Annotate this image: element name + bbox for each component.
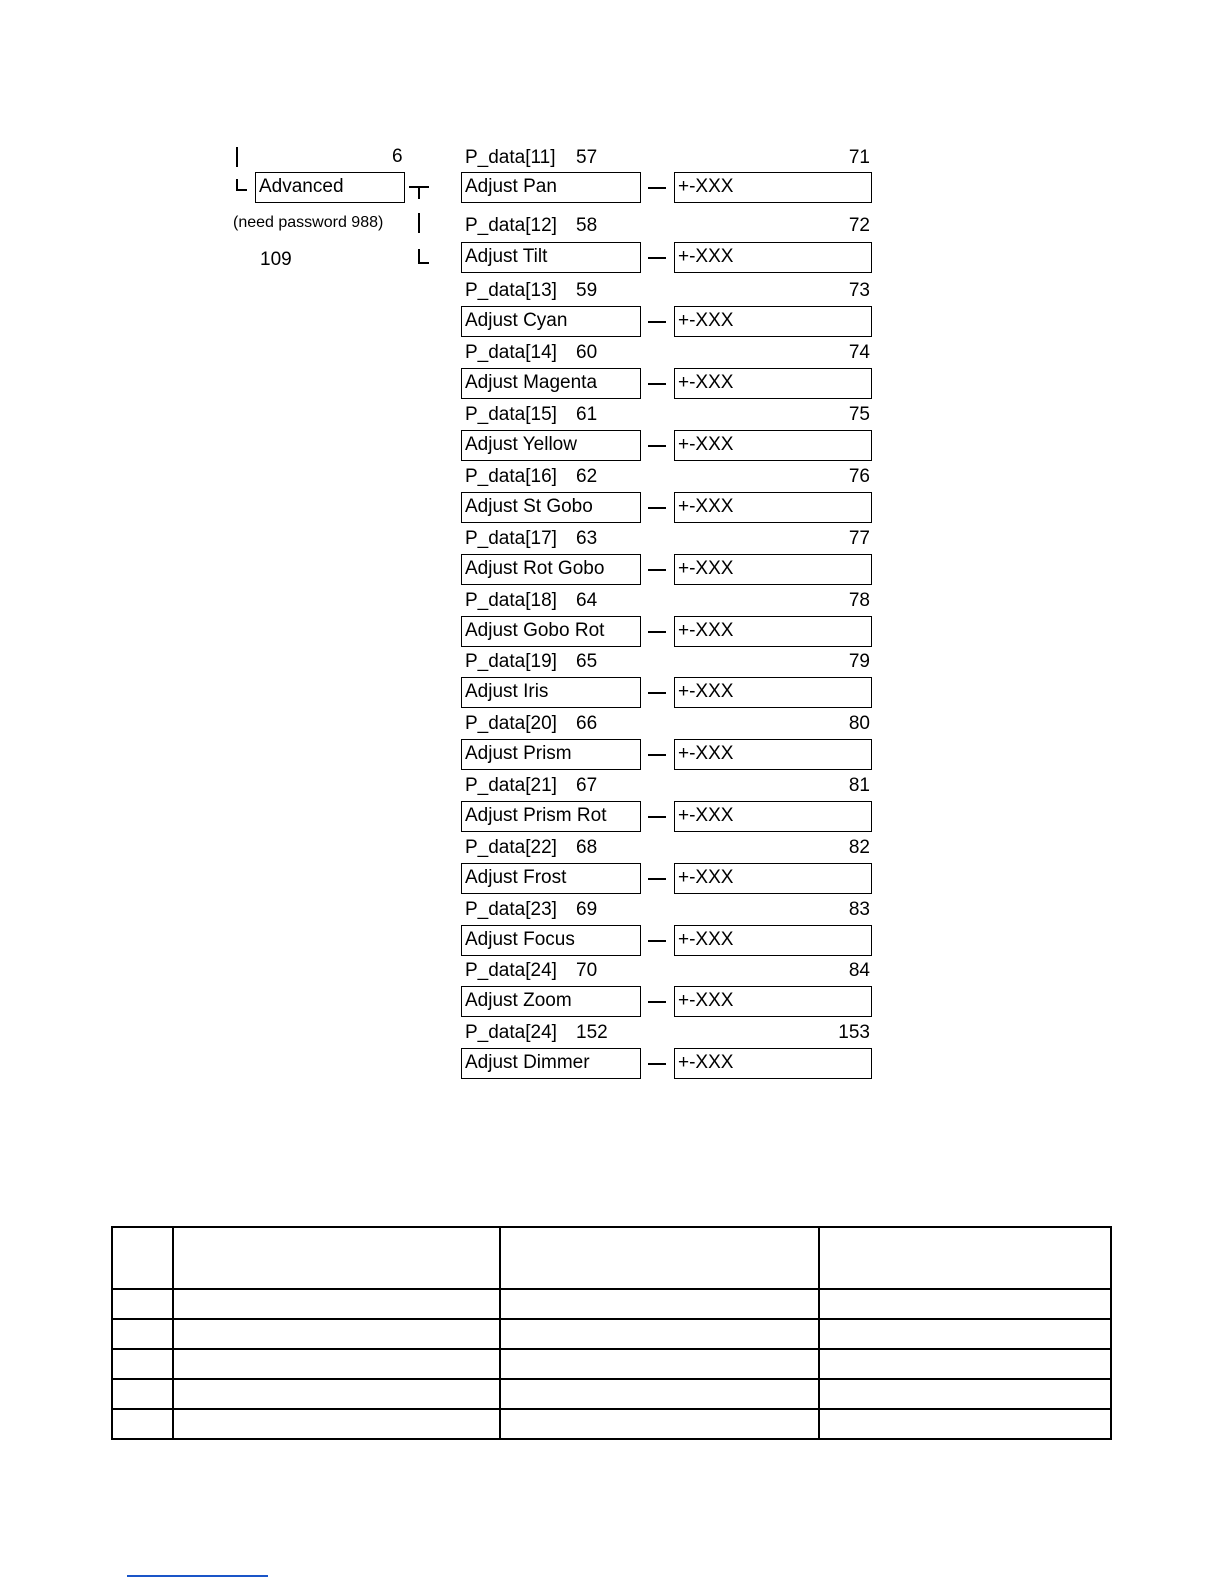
value-number: 76 <box>848 466 870 487</box>
advanced-number: 6 <box>392 146 403 167</box>
adjust-menu-item[interactable]: Adjust Focus <box>461 925 641 956</box>
value-field[interactable]: +-XXX <box>674 554 872 585</box>
table-cell <box>173 1227 500 1289</box>
table-cell <box>112 1409 173 1439</box>
table-cell <box>500 1409 819 1439</box>
menu-number: 63 <box>576 528 598 549</box>
table-cell <box>173 1319 500 1349</box>
value-field[interactable]: +-XXX <box>674 368 872 399</box>
menu-number: 64 <box>576 590 598 611</box>
table-cell <box>500 1227 819 1289</box>
value-number: 79 <box>848 651 870 672</box>
value-number: 74 <box>848 342 870 363</box>
adjust-menu-item[interactable]: Adjust Rot Gobo <box>461 554 641 585</box>
menu-number: 65 <box>576 651 598 672</box>
value-number: 78 <box>848 590 870 611</box>
connector-dash <box>648 1001 666 1003</box>
pdata-label: P_data[20] <box>465 713 557 734</box>
table-cell <box>112 1319 173 1349</box>
table-cell <box>819 1349 1111 1379</box>
table-cell <box>500 1319 819 1349</box>
connector-dash <box>648 631 666 633</box>
value-field[interactable]: +-XXX <box>674 430 872 461</box>
table-row <box>112 1409 1111 1439</box>
connector-dash <box>648 187 666 189</box>
value-field[interactable]: +-XXX <box>674 801 872 832</box>
adjust-menu-item[interactable]: Adjust Tilt <box>461 242 641 273</box>
menu-number: 67 <box>576 775 598 796</box>
value-number: 81 <box>848 775 870 796</box>
pdata-label: P_data[23] <box>465 899 557 920</box>
menu-number: 61 <box>576 404 598 425</box>
menu-number: 57 <box>576 147 598 168</box>
connector-dash <box>648 445 666 447</box>
connector-dash <box>648 878 666 880</box>
value-field[interactable]: +-XXX <box>674 739 872 770</box>
value-field[interactable]: +-XXX <box>674 677 872 708</box>
value-number: 84 <box>848 960 870 981</box>
table-cell <box>819 1409 1111 1439</box>
menu-number: 68 <box>576 837 598 858</box>
menu-number: 152 <box>576 1022 608 1043</box>
pdata-label: P_data[17] <box>465 528 557 549</box>
table-cell <box>112 1349 173 1379</box>
pdata-label: P_data[14] <box>465 342 557 363</box>
pdata-label: P_data[18] <box>465 590 557 611</box>
value-number: 75 <box>848 404 870 425</box>
adjust-menu-item[interactable]: Adjust Gobo Rot <box>461 616 641 647</box>
table-cell <box>500 1349 819 1379</box>
table-row <box>112 1349 1111 1379</box>
adjust-menu-item[interactable]: Adjust Iris <box>461 677 641 708</box>
connector-dash <box>648 816 666 818</box>
pdata-label: P_data[13] <box>465 280 557 301</box>
value-number: 153 <box>838 1022 870 1043</box>
value-field[interactable]: +-XXX <box>674 863 872 894</box>
menu-number: 62 <box>576 466 598 487</box>
value-number: 77 <box>848 528 870 549</box>
pdata-label: P_data[11] <box>465 147 556 168</box>
adjust-menu-item[interactable]: Adjust Cyan <box>461 306 641 337</box>
tree-connector-vertical-top <box>236 147 238 167</box>
value-field[interactable]: +-XXX <box>674 616 872 647</box>
pdata-label: P_data[12] <box>465 215 557 236</box>
adjust-menu-item[interactable]: Adjust Pan <box>461 172 641 203</box>
adjust-menu-item[interactable]: Adjust St Gobo <box>461 492 641 523</box>
connector-dash <box>648 1063 666 1065</box>
adjust-menu-item[interactable]: Adjust Frost <box>461 863 641 894</box>
pdata-label: P_data[15] <box>465 404 557 425</box>
table-cell <box>173 1409 500 1439</box>
table-cell <box>173 1349 500 1379</box>
menu-number: 70 <box>576 960 598 981</box>
branch-connector-bottom-horizontal <box>418 262 429 264</box>
pdata-label: P_data[24] <box>465 960 557 981</box>
advanced-code: 109 <box>260 249 292 270</box>
table-cell <box>819 1319 1111 1349</box>
table-cell <box>173 1289 500 1319</box>
value-field[interactable]: +-XXX <box>674 242 872 273</box>
value-field[interactable]: +-XXX <box>674 1048 872 1079</box>
pdata-label: P_data[16] <box>465 466 557 487</box>
value-field[interactable]: +-XXX <box>674 306 872 337</box>
branch-connector-mid <box>418 213 420 233</box>
value-field[interactable]: +-XXX <box>674 492 872 523</box>
table-row <box>112 1379 1111 1409</box>
value-number: 83 <box>848 899 870 920</box>
table-cell <box>500 1379 819 1409</box>
table-row <box>112 1319 1111 1349</box>
adjust-menu-item[interactable]: Adjust Magenta <box>461 368 641 399</box>
connector-dash <box>648 257 666 259</box>
empty-table <box>111 1226 1112 1440</box>
pdata-label: P_data[24] <box>465 1022 557 1043</box>
value-field[interactable]: +-XXX <box>674 986 872 1017</box>
pdata-label: P_data[22] <box>465 837 557 858</box>
value-number: 71 <box>848 147 870 168</box>
adjust-menu-item[interactable]: Adjust Yellow <box>461 430 641 461</box>
connector-dash <box>648 692 666 694</box>
table-cell <box>819 1379 1111 1409</box>
connector-dash <box>648 569 666 571</box>
value-number: 72 <box>848 215 870 236</box>
connector-dash <box>648 940 666 942</box>
menu-number: 59 <box>576 280 598 301</box>
pdata-label: P_data[21] <box>465 775 557 796</box>
menu-number: 69 <box>576 899 598 920</box>
menu-number: 66 <box>576 713 598 734</box>
advanced-menu-item[interactable]: Advanced <box>255 172 405 203</box>
table-cell <box>819 1227 1111 1289</box>
table-cell <box>112 1379 173 1409</box>
value-number: 82 <box>848 837 870 858</box>
password-note: (need password 988) <box>233 214 384 231</box>
connector-dash <box>648 383 666 385</box>
adjust-menu-item[interactable]: Adjust Dimmer <box>461 1048 641 1079</box>
table-header-row <box>112 1227 1111 1289</box>
adjust-menu-item[interactable]: Adjust Prism <box>461 739 641 770</box>
table-cell <box>112 1227 173 1289</box>
branch-connector-stem <box>418 186 420 199</box>
branch-connector-bottom-vertical <box>418 249 420 263</box>
table-cell <box>819 1289 1111 1319</box>
value-field[interactable]: +-XXX <box>674 925 872 956</box>
pdata-label: P_data[19] <box>465 651 557 672</box>
adjust-menu-item[interactable]: Adjust Zoom <box>461 986 641 1017</box>
value-number: 73 <box>848 280 870 301</box>
adjust-menu-item[interactable]: Adjust Prism Rot <box>461 801 641 832</box>
connector-dash <box>648 321 666 323</box>
menu-number: 60 <box>576 342 598 363</box>
tree-connector-corner-horizontal <box>236 189 247 191</box>
table-cell <box>173 1379 500 1409</box>
value-field[interactable]: +-XXX <box>674 172 872 203</box>
value-number: 80 <box>848 713 870 734</box>
menu-number: 58 <box>576 215 598 236</box>
table-cell <box>112 1289 173 1319</box>
connector-dash <box>648 507 666 509</box>
connector-dash <box>648 754 666 756</box>
table-cell <box>500 1289 819 1319</box>
footer-link-underline <box>127 1575 268 1577</box>
table-row <box>112 1289 1111 1319</box>
